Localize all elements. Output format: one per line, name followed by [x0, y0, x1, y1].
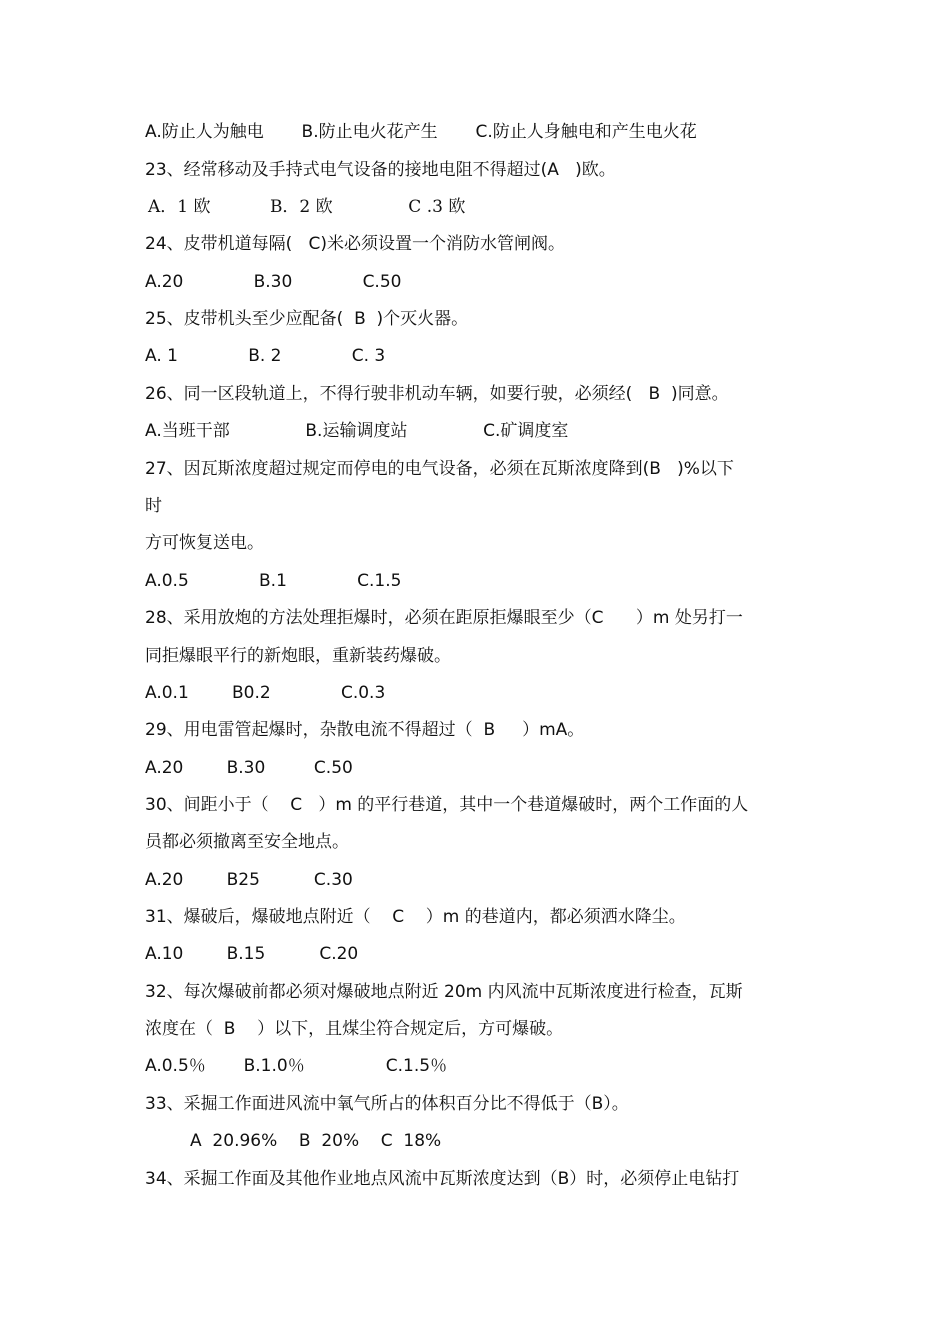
q32-question-line2: 浓度在（ B ）以下，且煤尘符合规定后，方可爆破。 — [145, 1019, 564, 1039]
q23-question: 23、经常移动及手持式电气设备的接地电阻不得超过(A )欧。 — [145, 160, 616, 180]
q28-options: A.0.1 B0.2 C.0.3 — [145, 683, 386, 703]
q28-question-line2: 同拒爆眼平行的新炮眼，重新装药爆破。 — [145, 646, 451, 666]
q34-question: 34、采掘工作面及其他作业地点风流中瓦斯浓度达到（B）时，必须停止电钻打 — [145, 1169, 740, 1189]
q25-options: A. 1 B. 2 C. 3 — [145, 346, 386, 366]
q30-question-line1: 30、间距小于（ C ）m 的平行巷道，其中一个巷道爆破时，两个工作面的人 — [145, 795, 749, 815]
q24-question: 24、皮带机道每隔( C)米必须设置一个消防水管闸阀。 — [145, 234, 565, 254]
q25-question: 25、皮带机头至少应配备( B )个灭火器。 — [145, 309, 469, 329]
q27-question-line1: 27、因瓦斯浓度超过规定而停电的电气设备，必须在瓦斯浓度降到(B )%以下 — [145, 459, 734, 479]
q27-options: A.0.5 B.1 C.1.5 — [145, 571, 402, 591]
q27-question-line2: 时 — [145, 496, 162, 516]
q26-options: A.当班干部 B.运输调度站 C.矿调度室 — [145, 421, 569, 441]
q32-options: A.0.5％ B.1.0％ C.1.5％ — [145, 1056, 448, 1076]
q33-options: A 20.96% B 20% C 18% — [190, 1131, 442, 1151]
q31-question: 31、爆破后，爆破地点附近（ C ）m 的巷道内，都必须洒水降尘。 — [145, 907, 686, 927]
q22-options: A.防止人为触电 B.防止电火花产生 C.防止人身触电和产生电火花 — [145, 122, 697, 142]
q29-question: 29、用电雷管起爆时，杂散电流不得超过（ B ）mA。 — [145, 720, 585, 740]
q30-options: A.20 B25 C.30 — [145, 870, 353, 890]
q30-question-line2: 员都必须撤离至安全地点。 — [145, 832, 349, 852]
q31-options: A.10 B.15 C.20 — [145, 944, 359, 964]
q26-question: 26、同一区段轨道上，不得行驶非机动车辆，如要行驶，必须经( B )同意。 — [145, 384, 729, 404]
q24-options: A.20 B.30 C.50 — [145, 272, 402, 292]
q33-question: 33、采掘工作面进风流中氧气所占的体积百分比不得低于（B）。 — [145, 1094, 629, 1114]
q29-options: A.20 B.30 C.50 — [145, 758, 353, 778]
q32-question-line1: 32、每次爆破前都必须对爆破地点附近 20m 内风流中瓦斯浓度进行检查，瓦斯 — [145, 982, 743, 1002]
q27-question-line3: 方可恢复送电。 — [145, 533, 264, 553]
q28-question-line1: 28、采用放炮的方法处理拒爆时，必须在距原拒爆眼至少（C ）m 处另打一 — [145, 608, 743, 628]
q23-options: A．1 欧 B．2 欧 C .3 欧 — [148, 197, 466, 217]
